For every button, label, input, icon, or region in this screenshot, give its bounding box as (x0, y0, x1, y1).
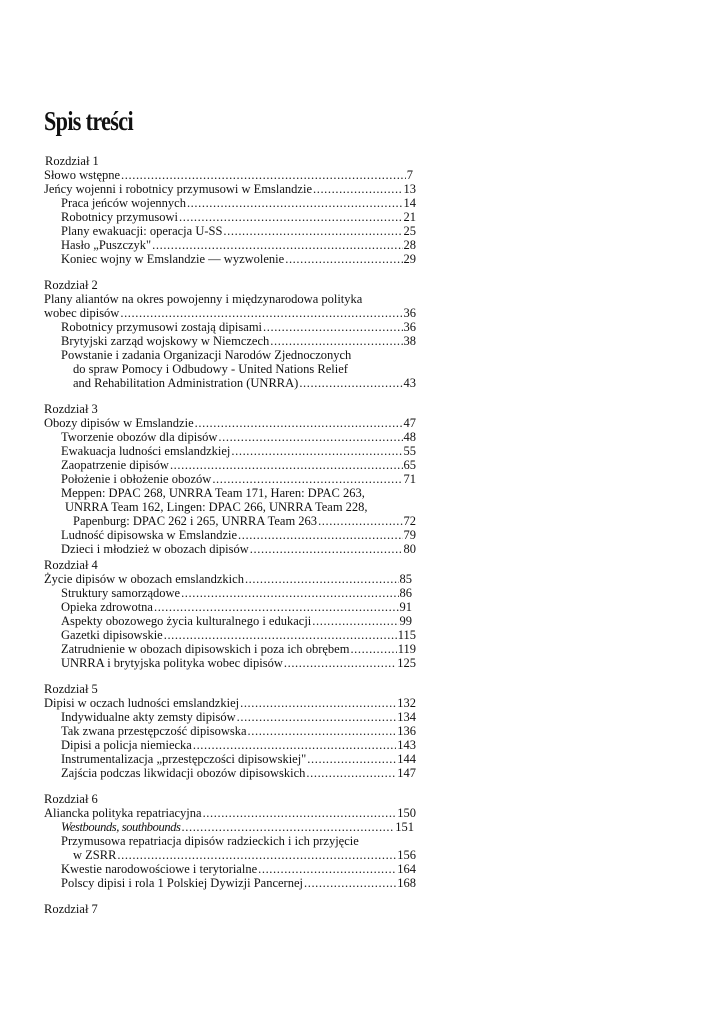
toc-entry-title: Ewakuacja ludności emslandzkiej (61, 444, 231, 458)
toc-entry-title: Brytyjski zarząd wojskowy w Niemczech (61, 334, 270, 348)
toc-entry-title: Tak zwana przestępczość dipisowska (61, 724, 247, 738)
toc-entry-page: 21 (403, 210, 416, 224)
toc-entry-title: Opieka zdrowotna (61, 600, 153, 614)
toc-entry-page: 150 (397, 806, 416, 820)
chapter-2 (44, 278, 416, 390)
toc-entry-page: 28 (403, 238, 416, 252)
toc-entry-page: 168 (397, 876, 416, 890)
toc-entry-multiline[interactable] (44, 348, 416, 390)
toc-entry[interactable] (44, 862, 416, 876)
toc-entry-title: Aspekty obozowego życia kulturalnego i edukacji (61, 614, 312, 628)
toc-entry-page: 79 (403, 528, 416, 542)
toc-entry-title: Robotnicy przymusowi (61, 210, 179, 224)
dot-leader (258, 862, 396, 876)
toc-entry-page: 86 (399, 586, 412, 600)
dot-leader (240, 696, 396, 710)
toc-entry-page: 144 (397, 752, 416, 766)
toc-entry-page: 55 (403, 444, 416, 458)
toc-entry-page: 65 (403, 458, 416, 472)
toc-entry-title: and Rehabilitation Administration (UNRRA) (73, 376, 299, 390)
toc-entry-title: Zaopatrzenie dipisów (61, 458, 169, 472)
toc-entry-title: wobec dipisów (44, 306, 120, 320)
dot-leader (179, 210, 402, 224)
toc-entry[interactable] (44, 182, 416, 196)
toc-entry-title: Dipisi a policja niemiecka (61, 738, 192, 752)
toc-entry-page: 80 (403, 542, 416, 556)
toc-entry[interactable] (44, 656, 416, 670)
toc-entry-page: 36 (403, 306, 416, 320)
toc-entry[interactable] (44, 528, 416, 542)
chapter-7 (44, 902, 416, 916)
dot-leader (285, 252, 402, 266)
toc-entry-title: Kwestie narodowościowe i terytorialne (61, 862, 258, 876)
chapter-heading: Rozdział 2 (44, 278, 98, 292)
toc-entry-page: 36 (403, 320, 416, 334)
toc-entry-page: 48 (403, 430, 416, 444)
toc-entry[interactable] (44, 600, 416, 614)
dot-leader (306, 766, 396, 780)
toc-entry-title: Dipisi w oczach ludności emslandzkiej (44, 696, 240, 710)
toc-entry-title: UNRRA i brytyjska polityka wobec dipisów (61, 656, 283, 670)
chapter-heading: Rozdział 5 (44, 682, 98, 696)
dot-leader (120, 306, 402, 320)
toc-entry-title: Zatrudnienie w obozach dipisowskich i poza ich obrębem (61, 642, 350, 656)
dot-leader (318, 514, 402, 528)
toc-entry-page: 7 (406, 168, 413, 182)
toc-entry-page: 72 (403, 514, 416, 528)
dot-leader (248, 724, 397, 738)
toc-entry[interactable] (44, 224, 416, 238)
toc-entry[interactable] (44, 472, 416, 486)
toc-entry-page: 125 (397, 656, 416, 670)
dot-leader (250, 542, 403, 556)
toc-entry[interactable] (44, 628, 416, 642)
chapter-heading: Rozdział 1 (45, 154, 99, 168)
chapter-heading: Rozdział 4 (44, 558, 98, 572)
toc-entry[interactable] (44, 416, 416, 430)
dot-leader (312, 614, 398, 628)
toc-entry-title-line: Powstanie i zadania Organizacji Narodów Zjednoczonych (61, 348, 352, 362)
dot-leader (307, 752, 396, 766)
dot-leader (313, 182, 403, 196)
toc-entry-page: 147 (397, 766, 416, 780)
dot-leader (218, 430, 402, 444)
toc-entry-title: Robotnicy przymusowi zostają dipisami (61, 320, 263, 334)
toc-entry-page: 85 (399, 572, 412, 586)
dot-leader (164, 628, 397, 642)
toc-entry[interactable] (44, 210, 416, 224)
toc-entry-multiline[interactable] (44, 292, 416, 320)
dot-leader (195, 416, 403, 430)
toc-entry-title: Aliancka polityka repatriacyjna (44, 806, 202, 820)
toc-entry-title: Praca jeńców wojennych (61, 196, 186, 210)
dot-leader (117, 848, 396, 862)
dot-leader (245, 572, 399, 586)
toc-entry-multiline[interactable] (44, 486, 416, 528)
toc-entry[interactable] (44, 738, 416, 752)
toc-entry[interactable] (44, 168, 416, 182)
toc-entry-page: 115 (397, 628, 416, 642)
toc-entry-title: Gazetki dipisowskie (61, 628, 163, 642)
toc-entry-page: 91 (399, 600, 412, 614)
dot-leader (182, 820, 395, 834)
toc-entry-page: 119 (397, 642, 416, 656)
dot-leader (270, 334, 402, 348)
dot-leader (238, 528, 402, 542)
chapter-heading: Rozdział 7 (44, 902, 98, 916)
toc-entry-page: 14 (403, 196, 416, 210)
dot-leader (187, 196, 403, 210)
chapter-4 (44, 558, 416, 670)
toc-entry-title: Tworzenie obozów dla dipisów (61, 430, 218, 444)
toc-entry-page: 38 (403, 334, 416, 348)
toc-entry-title: Zajścia podczas likwidacji obozów dipisowskich (61, 766, 306, 780)
table-of-contents (44, 154, 416, 916)
toc-entry[interactable] (44, 320, 416, 334)
toc-entry-title: Struktury samorządowe (61, 586, 181, 600)
toc-entry[interactable] (44, 614, 416, 628)
toc-entry[interactable] (44, 806, 416, 820)
toc-entry[interactable] (44, 820, 416, 834)
toc-entry-title: Koniec wojny w Emslandzie — wyzwolenie (61, 252, 285, 266)
toc-entry-title: Indywidualne akty zemsty dipisów (61, 710, 236, 724)
toc-entry-title: Położenie i obłożenie obozów (61, 472, 212, 486)
toc-entry[interactable] (44, 458, 416, 472)
toc-entry-title: Obozy dipisów w Emslandzie (44, 416, 194, 430)
toc-entry[interactable] (44, 444, 416, 458)
toc-entry-title: Hasło „Puszczyk" (61, 238, 152, 252)
toc-entry-title-line: Przymusowa repatriacja dipisów radzieckich i ich przyjęcie (61, 834, 359, 848)
dot-leader (263, 320, 402, 334)
toc-entry-page: 136 (397, 724, 416, 738)
dot-leader (237, 710, 397, 724)
toc-entry-page: 99 (399, 614, 412, 628)
toc-entry-page: 143 (397, 738, 416, 752)
toc-entry-title: Polscy dipisi i rola 1 Polskiej Dywizji Pancernej (61, 876, 303, 890)
toc-entry-title: Plany ewakuacji: operacja U-SS (61, 224, 223, 238)
toc-entry-page: 164 (397, 862, 416, 876)
toc-entry[interactable] (44, 642, 416, 656)
toc-entry[interactable] (44, 876, 416, 890)
toc-entry[interactable] (44, 238, 416, 252)
dot-leader (154, 600, 399, 614)
toc-entry-page: 156 (397, 848, 416, 862)
dot-leader (231, 444, 402, 458)
toc-entry[interactable] (44, 710, 416, 724)
toc-entry-page: 134 (397, 710, 416, 724)
toc-entry-page: 71 (403, 472, 416, 486)
dot-leader (121, 168, 406, 182)
dot-leader (170, 458, 403, 472)
dot-leader (284, 656, 396, 670)
chapter-3 (44, 402, 416, 556)
toc-entry[interactable] (44, 696, 416, 710)
toc-entry-title: Dzieci i młodzież w obozach dipisów (61, 542, 249, 556)
toc-entry[interactable] (44, 252, 416, 266)
chapter-6 (44, 792, 416, 890)
dot-leader (152, 238, 402, 252)
toc-entry-page: 29 (403, 252, 416, 266)
toc-entry-title-line: Plany aliantów na okres powojenny i międzynarodowa polityka (44, 292, 363, 306)
toc-entry-title: Słowo wstępne (44, 168, 121, 182)
toc-entry-title-line: do spraw Pomocy i Odbudowy - United Nations Relief (73, 362, 348, 376)
page-title: Spis treści (44, 106, 133, 136)
toc-entry-page: 13 (403, 182, 416, 196)
chapter-heading: Rozdział 3 (44, 402, 98, 416)
toc-entry[interactable] (44, 586, 416, 600)
toc-entry-title: w ZSRR (73, 848, 117, 862)
toc-entry[interactable] (44, 752, 416, 766)
toc-entry[interactable] (44, 724, 416, 738)
chapter-heading: Rozdział 6 (44, 792, 98, 806)
toc-entry-title: Życie dipisów w obozach emslandzkich (44, 572, 244, 586)
dot-leader (304, 876, 396, 890)
toc-entry-title: Papenburg: DPAC 262 i 265, UNRRA Team 263 (73, 514, 318, 528)
dot-leader (350, 642, 396, 656)
chapter-5 (44, 682, 416, 780)
toc-entry-title: Ludność dipisowska w Emslandzie (61, 528, 238, 542)
toc-entry-page: 43 (403, 376, 416, 390)
toc-entry-page: 151 (395, 820, 414, 834)
chapter-1 (44, 154, 416, 266)
dot-leader (181, 586, 398, 600)
toc-entry[interactable] (44, 196, 416, 210)
toc-entry-title: Westbounds, southbounds (61, 820, 181, 834)
dot-leader (299, 376, 402, 390)
toc-entry-page: 132 (397, 696, 416, 710)
dot-leader (193, 738, 396, 752)
toc-entry-multiline[interactable] (44, 834, 416, 862)
toc-entry[interactable] (44, 430, 416, 444)
toc-entry[interactable] (44, 334, 416, 348)
toc-entry-title: Jeńcy wojenni i robotnicy przymusowi w Emslandzie (44, 182, 312, 196)
dot-leader (203, 806, 397, 820)
dot-leader (212, 472, 402, 486)
toc-entry[interactable] (44, 542, 416, 556)
toc-entry[interactable] (44, 766, 416, 780)
toc-entry-page: 47 (403, 416, 416, 430)
toc-entry[interactable] (44, 572, 416, 586)
toc-entry-page: 25 (403, 224, 416, 238)
toc-entry-title-line: Meppen: DPAC 268, UNRRA Team 171, Haren: DPAC 263, (61, 486, 365, 500)
toc-entry-title: Instrumentalizacja „przestępczości dipisowskiej" (61, 752, 307, 766)
dot-leader (223, 224, 402, 238)
toc-entry-title-line: UNRRA Team 162, Lingen: DPAC 266, UNRRA Team 228, (65, 500, 368, 514)
